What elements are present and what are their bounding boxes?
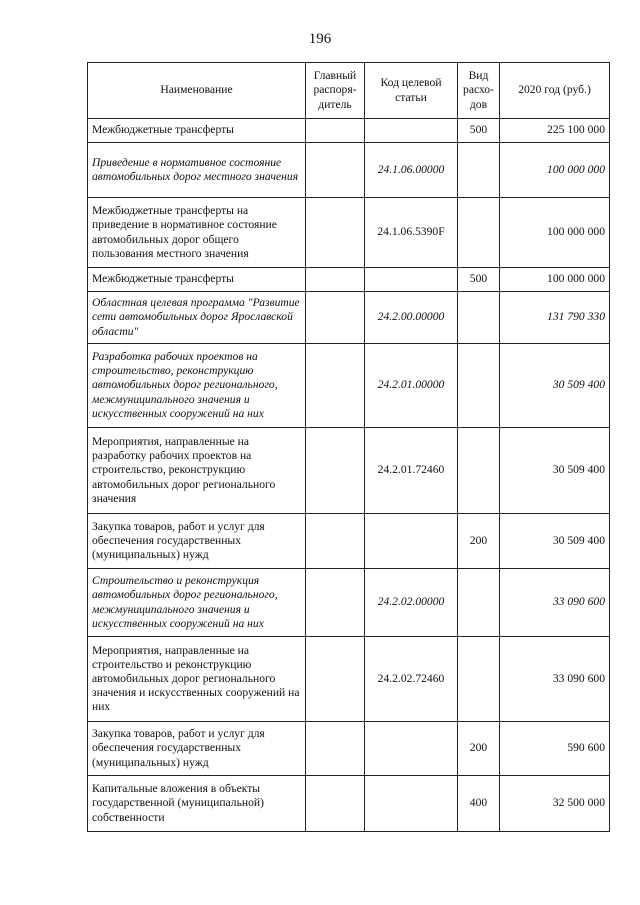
table-row (88, 722, 610, 776)
cell-code: 24.2.01.00000 (365, 344, 458, 428)
table-row (88, 514, 610, 569)
header-manager: Главный распоря-дитель (306, 63, 365, 119)
table-body (88, 119, 610, 832)
header-amount: 2020 год (руб.) (500, 63, 610, 119)
cell-name: Приведение в нормативное состояние автомобильных дорог местного значения (88, 143, 306, 198)
cell-code (365, 776, 458, 832)
header-name: Наименование (88, 63, 306, 119)
cell-name: Областная целевая программа "Развитие сети автомобильных дорог Ярославской области" (88, 292, 306, 344)
cell-kind: 200 (458, 722, 500, 776)
cell-code (365, 722, 458, 776)
table-row (88, 569, 610, 637)
cell-manager (306, 143, 365, 198)
table-row (88, 776, 610, 832)
cell-name: Капитальные вложения в объекты государственной (муниципальной) собственности (88, 776, 306, 832)
cell-amount: 32 500 000 (500, 776, 610, 832)
table-row (88, 143, 610, 198)
cell-name: Мероприятия, направленные на разработку рабочих проектов на строительство, реконструкцию автомобильных дорог регионального значения (88, 428, 306, 514)
cell-code: 24.2.00.00000 (365, 292, 458, 344)
cell-kind (458, 569, 500, 637)
cell-amount: 30 509 400 (500, 428, 610, 514)
table-row (88, 268, 610, 292)
cell-name: Мероприятия, направленные на строительство и реконструкцию автомобильных дорог регионального значения и искусственных сооружений на них (88, 637, 306, 722)
cell-amount: 100 000 000 (500, 143, 610, 198)
cell-amount: 590 600 (500, 722, 610, 776)
table-row (88, 344, 610, 428)
cell-amount: 131 790 330 (500, 292, 610, 344)
cell-kind: 200 (458, 514, 500, 569)
cell-name: Разработка рабочих проектов на строительство, реконструкцию автомобильных дорог регионального, межмуниципального значения и искусственных сооружений на них (88, 344, 306, 428)
cell-name: Закупка товаров, работ и услуг для обеспечения государственных (муниципальных) нужд (88, 722, 306, 776)
cell-code: 24.1.06.5390F (365, 198, 458, 268)
cell-name: Межбюджетные трансферты (88, 268, 306, 292)
cell-manager (306, 569, 365, 637)
cell-manager (306, 428, 365, 514)
budget-table (87, 62, 610, 832)
cell-name: Межбюджетные трансферты на приведение в нормативное состояние автомобильных дорог общего пользования местного значения (88, 198, 306, 268)
cell-amount: 100 000 000 (500, 198, 610, 268)
cell-manager (306, 292, 365, 344)
cell-manager (306, 722, 365, 776)
cell-kind (458, 637, 500, 722)
cell-name: Межбюджетные трансферты (88, 119, 306, 143)
cell-code: 24.1.06.00000 (365, 143, 458, 198)
header-code: Код целевой статьи (365, 63, 458, 119)
cell-kind: 500 (458, 268, 500, 292)
cell-name: Закупка товаров, работ и услуг для обеспечения государственных (муниципальных) нужд (88, 514, 306, 569)
cell-manager (306, 198, 365, 268)
cell-manager (306, 776, 365, 832)
cell-manager (306, 637, 365, 722)
cell-code (365, 268, 458, 292)
cell-amount: 225 100 000 (500, 119, 610, 143)
table-row (88, 637, 610, 722)
table-row (88, 292, 610, 344)
cell-manager (306, 268, 365, 292)
cell-kind (458, 292, 500, 344)
cell-amount: 33 090 600 (500, 637, 610, 722)
cell-kind: 400 (458, 776, 500, 832)
header-kind: Вид расхо-дов (458, 63, 500, 119)
page-number: 196 (308, 31, 332, 47)
cell-amount: 33 090 600 (500, 569, 610, 637)
cell-amount: 30 509 400 (500, 344, 610, 428)
cell-manager (306, 344, 365, 428)
table-row (88, 198, 610, 268)
cell-kind (458, 344, 500, 428)
cell-code: 24.2.02.72460 (365, 637, 458, 722)
cell-kind (458, 143, 500, 198)
cell-kind (458, 428, 500, 514)
table-row (88, 428, 610, 514)
cell-manager (306, 514, 365, 569)
cell-manager (306, 119, 365, 143)
cell-code (365, 514, 458, 569)
cell-kind: 500 (458, 119, 500, 143)
cell-amount: 100 000 000 (500, 268, 610, 292)
cell-name: Строительство и реконструкция автомобильных дорог регионального, межмуниципального значения и искусственных сооружений на них (88, 569, 306, 637)
cell-code (365, 119, 458, 143)
cell-kind (458, 198, 500, 268)
table-row (88, 119, 610, 143)
cell-code: 24.2.02.00000 (365, 569, 458, 637)
cell-amount: 30 509 400 (500, 514, 610, 569)
table-header-row (88, 63, 610, 119)
cell-code: 24.2.01.72460 (365, 428, 458, 514)
